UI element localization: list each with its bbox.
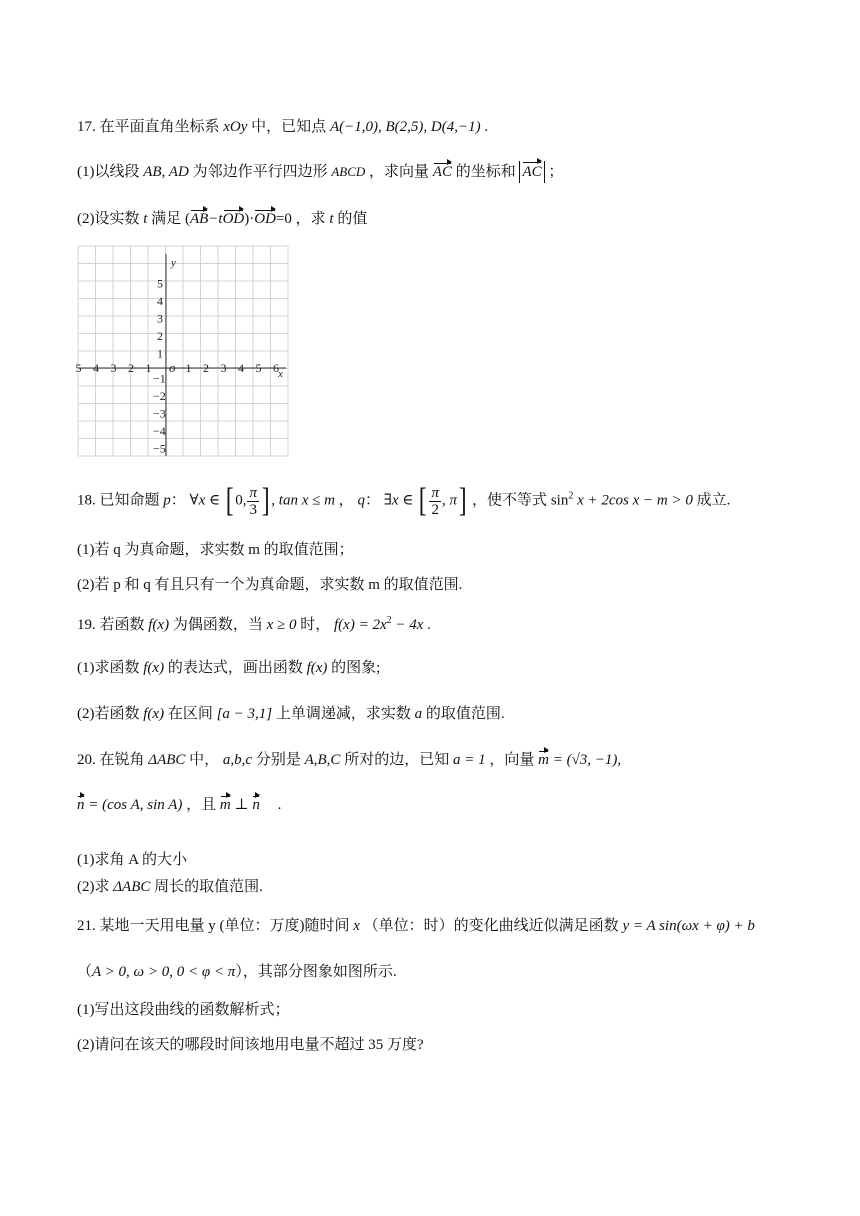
q17-p1-end: ； [548,164,564,180]
q17-stem [77,117,488,137]
q19-exp: 2 [386,615,392,626]
q20-a-eq: a = 1 [452,752,486,768]
q18-frac-den: 3 [249,501,257,518]
q20-text-4: 所对的边，已知 [344,752,450,768]
q21-part2: (2)请问在该天的哪段时间该地用电量不超过 35 万度? [77,1037,424,1053]
q18-right-bracket-2: ] [458,482,467,519]
q20-part2 [77,877,263,897]
q18-stem [77,482,730,520]
y-tick-label: 2 [157,329,163,343]
q19-p2-interval: [a − 3,1] [216,706,273,722]
q17-stem-end: . [484,119,489,135]
q17-stem-text: 17. 在平面直角坐标系 [77,119,220,135]
y-tick-label: 3 [157,311,163,326]
q18-tan: , tan x ≤ m [271,492,335,509]
q18-colon: ： [170,492,186,509]
q17-p2-end: 的值 [337,211,368,227]
q17-p2-text: (2)设实数 [77,211,140,227]
q21-function: y = A sin(ωx + φ) + b [622,918,755,934]
q19-p1-text-2: 的表达式，画出函数 [167,660,303,676]
q20-vector-m-value: = (√3, −1) [552,752,618,768]
q20-text-5: ，向量 [489,752,535,768]
q18-interval-end: , π [441,492,457,509]
q19-p1-fx-2: f(x) [306,660,328,676]
x-tick-label: 4 [93,361,99,375]
q17-p2-vector-od: OD [222,211,245,227]
q18-p: p [163,492,171,509]
q19-text-3: 时， [300,617,331,633]
origin-label: o [169,360,176,375]
q18-end: 成立. [696,492,731,509]
q18-inequality: x + 2cos x − m > 0 [577,492,693,509]
q18-frac2-num: π [431,484,439,501]
q21-x: x [353,918,360,934]
q18-text: 18. 已知命题 [77,492,160,509]
q18-q: q [357,492,365,509]
q19-part1 [77,658,380,678]
q21-text-2: （单位：时）的变化曲线近似满足函数 [363,918,619,934]
q17-p1-vector-ac: AC [432,164,452,180]
q20-p2-end: 周长的取值范围. [154,879,263,895]
q19-p2-a: a [414,706,423,722]
q17-p2-text-2: 满足 [151,211,182,227]
q19-p1-end: 的图象; [331,660,381,676]
y-tick-label: 1 [157,346,163,361]
q18-left-bracket: [ [225,482,234,519]
q20-triangle: ΔABC [148,752,186,768]
q20-text-3: 分别是 [255,752,301,768]
q18-frac-num: π [249,484,257,501]
q18-sin: sin [550,492,569,509]
q18-frac2-den: 2 [431,501,439,518]
q18-frac-pi-3 [247,485,259,518]
x-tick-label: 1 [145,361,152,375]
axes [75,254,286,456]
q18-right-bracket: ] [261,482,270,519]
x-axis-label: x [278,368,283,380]
q20-stem [77,750,621,770]
coordinate-grid [75,246,288,456]
y-tick-label: −3 [153,406,166,421]
q17-points: A(−1,0), B(2,5), D(4,−1) [329,119,481,135]
q19-p2-text-3: 上单调递减，求实数 [275,706,411,722]
x-tick-label: 6 [273,361,279,375]
y-tick-label: 5 [157,276,163,291]
q17-stem-text-2: 中，已知点 [251,119,327,135]
q19-fx: f(x) [148,617,170,633]
q20-vector-n: n [77,797,85,813]
q21-stem-2 [77,962,397,982]
x-tick-label: 2 [128,361,134,375]
q17-p2-paren: ( [184,211,190,227]
q20-vector-m-2: m [219,797,231,813]
q18-part2: (2)若 p 和 q 有且只有一个为真命题，求实数 m 的取值范围. [77,577,463,593]
q17-p2-t-2: t [329,211,334,227]
x-tick-label: 5 [255,361,262,375]
q17-part2 [77,209,367,229]
q21-text: 21. 某地一天用电量 y (单位：万度)随时间 [77,918,350,934]
y-axis-label: y [171,257,176,269]
q20-comma: , [617,752,622,768]
q20-p2-text: (2)求 [77,879,110,895]
grid-lines [75,246,288,456]
q17-p1-abcd: ABCD [331,164,366,179]
q19-text-2: 为偶函数，当 [172,617,263,633]
q17-coord-system: xOy [223,119,248,135]
q17-p1-segments: AB, AD [143,164,189,180]
q19-p2-text: (2)若函数 [77,706,140,722]
x-tick-label: 1 [185,361,192,375]
q17-p1-text-4: 的坐标和 [455,164,516,180]
q20-perp: ⊥ [234,797,249,813]
q19-p2-end: 的取值范围. [425,706,505,722]
q19-p1-text: (1)求函数 [77,660,140,676]
q18-frac-pi-2 [429,485,441,518]
q19-p2-text-2: 在区间 [167,706,213,722]
y-tick-label: 4 [157,294,163,308]
q20-end: . [277,797,282,813]
q19-func: f(x) = 2x [334,617,387,633]
q20-p2-triangle: ΔABC [113,879,151,895]
q17-p1-text-3: ，求向量 [369,164,430,180]
q20-text-2: 中， [189,752,220,768]
q20-text-6: ，且 [186,797,217,813]
q19-part2 [77,704,505,724]
x-tick-label: 3 [110,361,117,375]
y-tick-label: −1 [153,371,166,386]
y-tick-label: −4 [153,424,166,438]
q18-forall: ∀x ∈ [189,492,221,509]
q21-part1: (1)写出这段曲线的函数解析式； [77,1002,290,1018]
q19-stem [77,611,431,635]
q21-conditions: A > 0, ω > 0, 0 < φ < π [92,964,236,980]
q18-colon-2: ： [364,492,380,509]
grid-labels [76,257,284,456]
q17-p2-eq: =0 [275,211,292,227]
q17-p1-text: (1)以线段 [77,164,140,180]
q19-p1-fx: f(x) [143,660,165,676]
q20-vector-n-2: n [252,797,260,813]
q20-text: 20. 在锐角 [77,752,145,768]
q17-p1-abs-ac: AC [522,161,541,183]
q21-paren: （ [77,964,93,980]
q18-interval-start: 0, [235,492,247,509]
q20-vector-n-value: = (cos A, sin A) [88,797,183,813]
q18-exists: ∃x ∈ [383,492,414,509]
q21-text-3: ），其部分图象如图所示. [235,964,397,980]
x-tick-label: 5 [75,361,82,375]
q17-p2-minus-t: −t [208,211,223,227]
q18-sin-exp: 2 [568,490,574,502]
y-tick-label: −2 [153,389,166,403]
q19-text: 19. 若函数 [77,617,145,633]
q20-sides: a,b,c [222,752,253,768]
q17-p2-t: t [143,211,148,227]
y-tick-label: −5 [153,441,166,456]
x-tick-label: 4 [238,361,244,375]
q19-p2-fx: f(x) [143,706,165,722]
q20-part1: (1)求角 A 的大小 [77,852,187,868]
q19-func-2: − 4x [391,617,424,633]
x-tick-label: 2 [203,361,209,375]
q19-cond: x ≥ 0 [266,617,297,633]
q17-p2-vector-od-2: OD [254,211,276,227]
q18-comma: ， [338,492,354,509]
q21-stem [77,916,755,936]
q17-p2-text-3: ，求 [295,211,326,227]
q17-part1 [77,161,563,183]
q20-stem-2 [77,795,281,815]
q18-part1: (1)若 q 为真命题，求实数 m 的取值范围； [77,542,354,558]
q20-vector-m: m [538,752,549,768]
q17-p2-vector-ab: AB [189,211,209,227]
q17-p1-text-2: 为邻边作平行四边形 [192,164,328,180]
q18-left-bracket-2: [ [418,482,427,519]
q19-end: . [427,617,431,633]
q18-text-2: ，使不等式 [472,492,548,509]
q20-angles: A,B,C [304,752,341,768]
q17-p2-dot: )· [244,211,255,227]
x-tick-label: 3 [220,361,227,375]
